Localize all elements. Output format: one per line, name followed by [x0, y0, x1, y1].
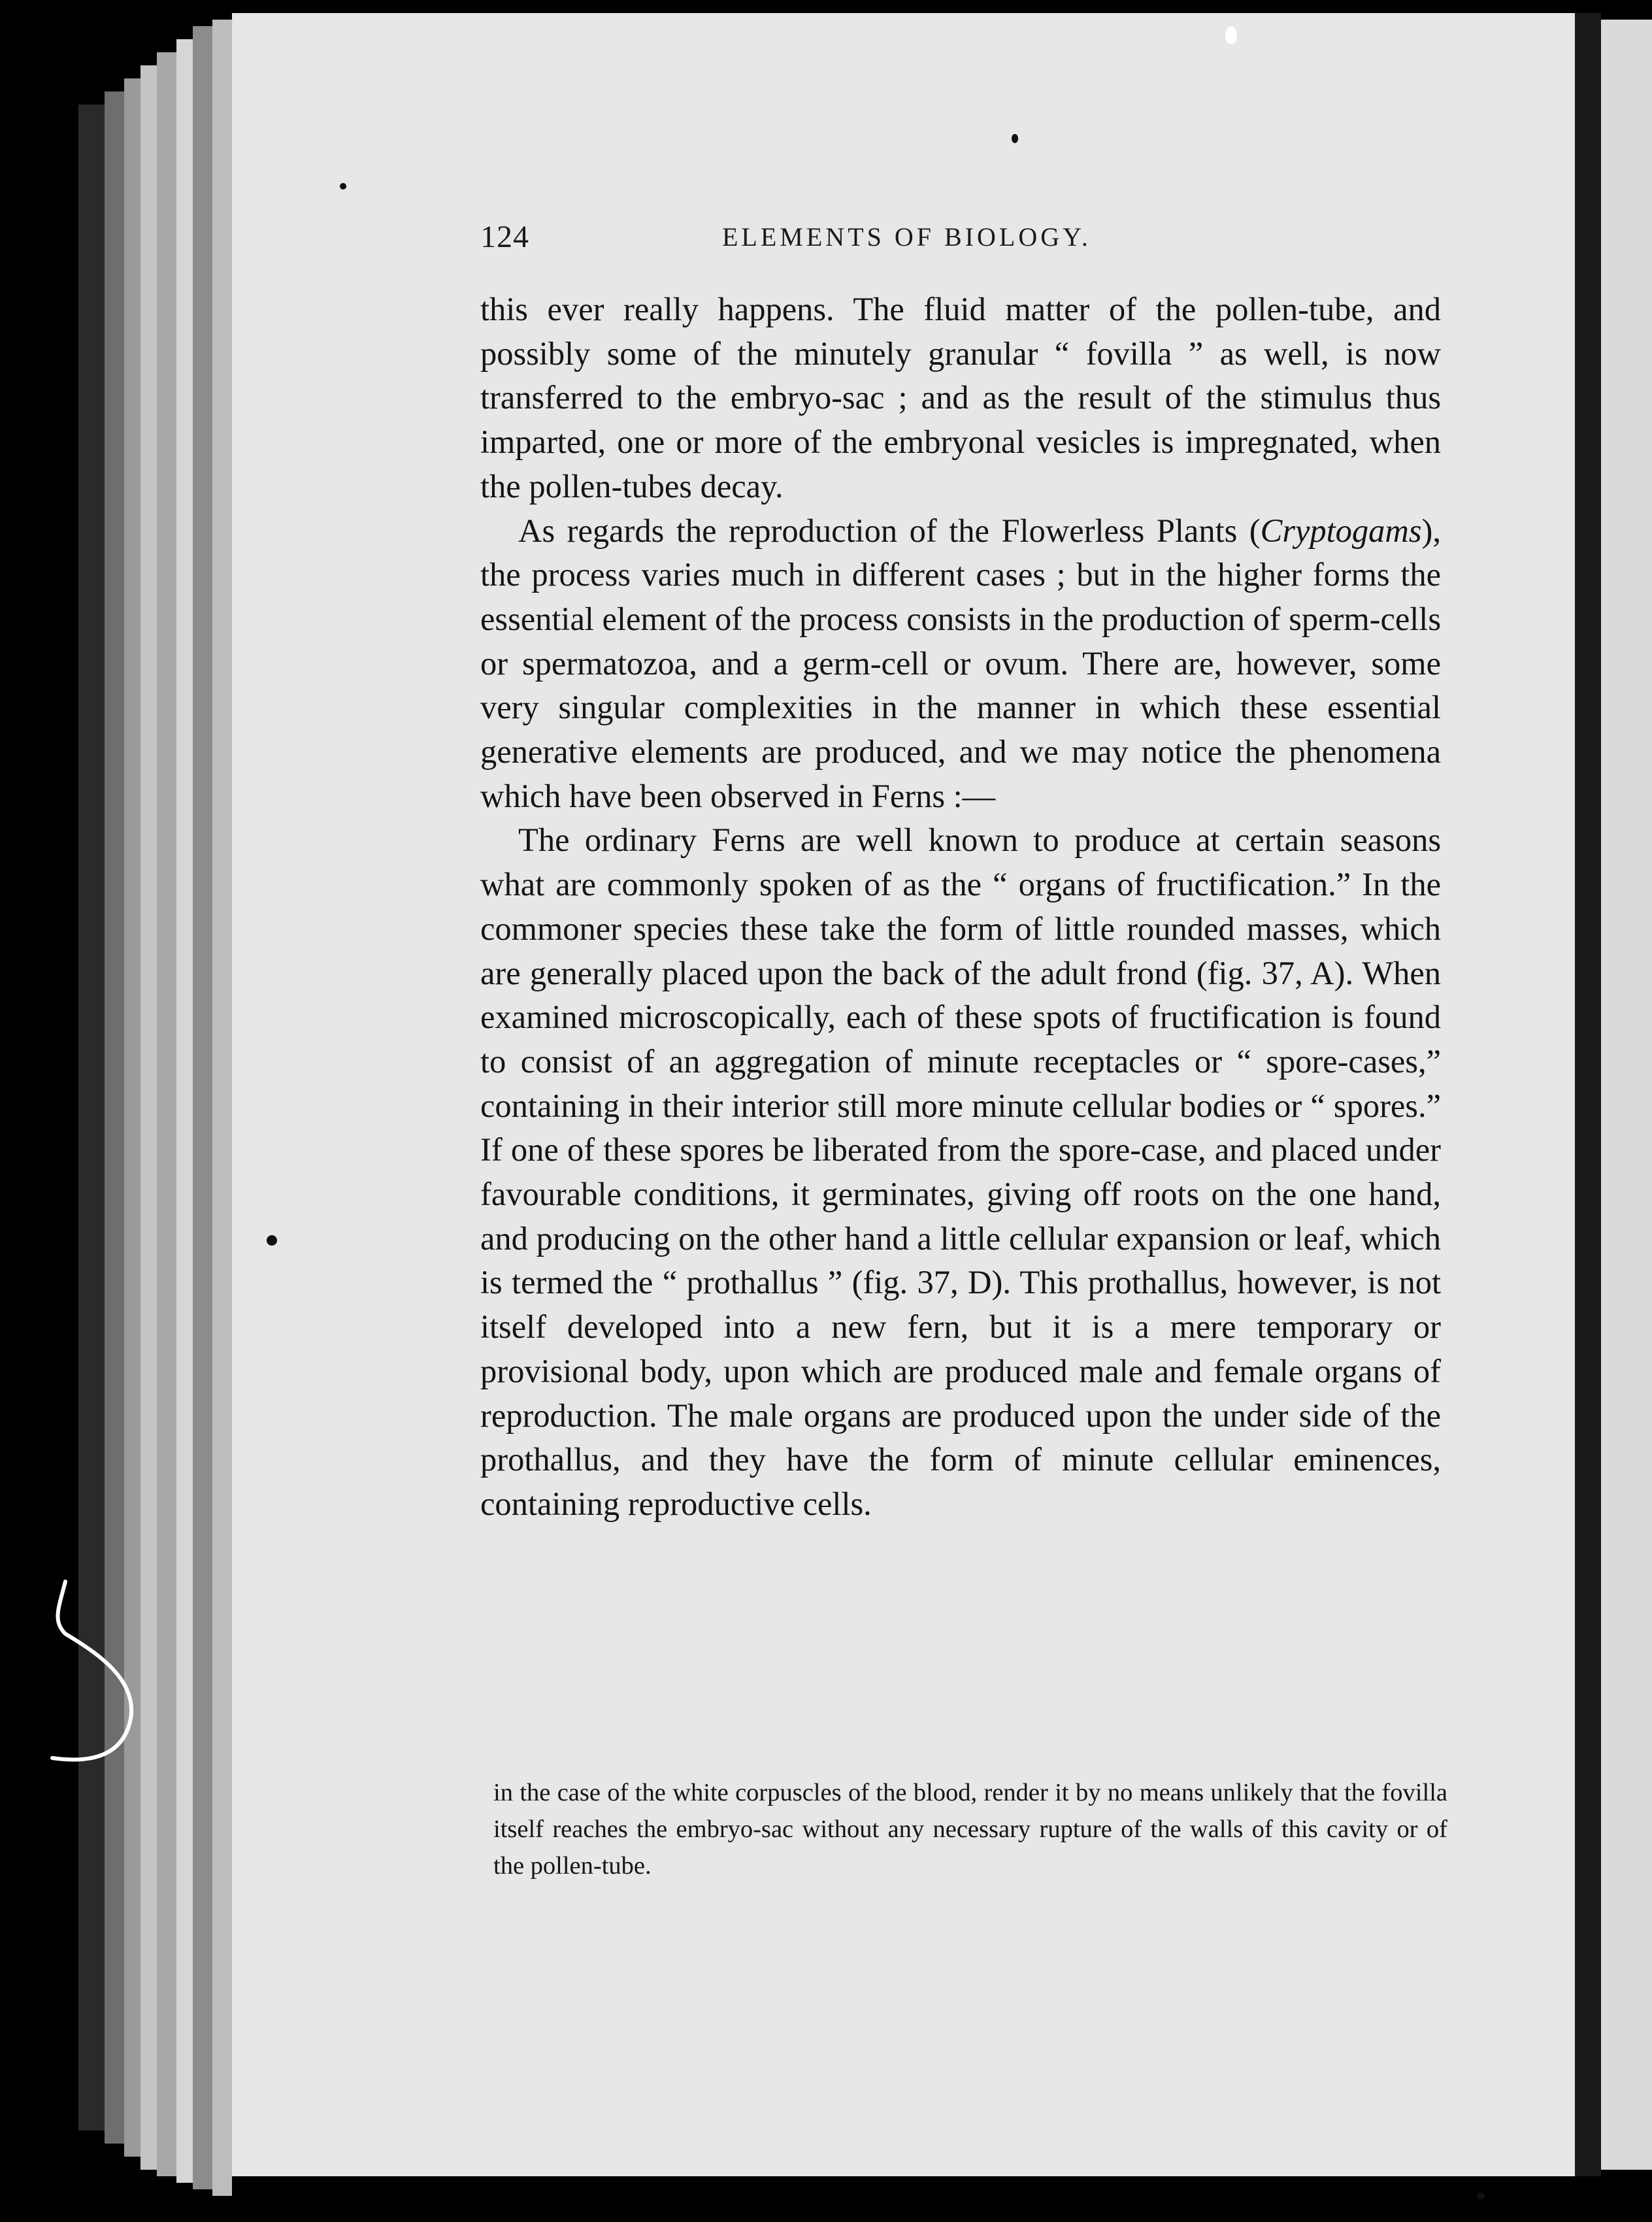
white-scribble-mark: [39, 1568, 144, 1791]
ink-speck: [1012, 134, 1018, 143]
paragraph: [480, 509, 1441, 819]
footnote: [493, 1774, 1447, 1884]
page-header: [480, 219, 1441, 265]
paragraph: The ordinary Ferns are well known to produce at certain seasons what are commonly spoken of as the “ organs of fructification.” In the commoner species these take the form of little rounded masses, which are generally placed upon the back of the adult frond (fig. 37, A). When examined microscopically, each of these spots of fructification is found to consist of an aggregation of minute receptacles or “ spore-cases,” containing in their interior still more minute cellular bodies or “ spores.” If one of these spores be liberated from the spore-case, and placed under favourable conditions, it germinates, giving off roots on the one hand, and producing on the other hand a little cellular expansion or leaf, which is termed the “ prothallus ” (fig. 37, D). This prothallus, however, is not itself developed into a new fern, but it is a mere temporary or provisional body, upon which are produced male and female organs of reproduction. The male organs are produced upon the under side of the prothallus, and they have the form of minute cellular eminences, containing reproductive cells.: [480, 821, 1441, 1522]
ink-speck: [1477, 2193, 1485, 2199]
page-edge: [124, 78, 140, 2157]
page-edge: [140, 65, 157, 2170]
page-number: 124: [480, 220, 529, 254]
paragraph: this ever really happens. The fluid matter of the pollen-tube, and possibly some of the minutely granular “ fovilla ” as well, is now transferred to the embryo-sac ; and as the result of the stimulus thus imparted, one or more of the embryonal vesicles is impregnated, when the pollen-tubes decay.: [480, 291, 1441, 505]
gutter-shadow: [1575, 13, 1601, 2176]
running-head: ELEMENTS OF BIOLOGY.: [722, 222, 1091, 252]
page-edge: [105, 91, 124, 2144]
page-edge: [176, 39, 193, 2183]
italic-term: Cryptogams: [1260, 512, 1422, 549]
ink-speck: [340, 183, 346, 190]
page-edge: [157, 52, 176, 2176]
paragraph-text: As regards the reproduction of the Flowerless Plants (: [518, 512, 1261, 549]
ink-speck: [267, 1235, 277, 1246]
page-edge: [78, 105, 105, 2131]
paragraph-text: ), the process varies much in different cases ; but in the higher forms the essential element of the process consists in the production of sperm-cells or spermatozoa, and a germ-cell or ovum. There are, however, some very singular complexities in the manner in which these essential generative elements are produced, and we may notice the phenomena which have been observed in Ferns :—: [480, 512, 1441, 814]
main-text: [480, 288, 1441, 1527]
footnote-text: in the case of the white corpuscles of the blood, render it by no means unlikely that the fovilla itself reaches the embryo-sac without any necessary rupture of the walls of this cavity or of the pollen-tube.: [493, 1779, 1447, 1880]
page-edge: [212, 20, 232, 2196]
page-edge: [193, 26, 212, 2189]
dust-speck: [1225, 26, 1237, 44]
facing-page-edge: [1601, 20, 1652, 2170]
